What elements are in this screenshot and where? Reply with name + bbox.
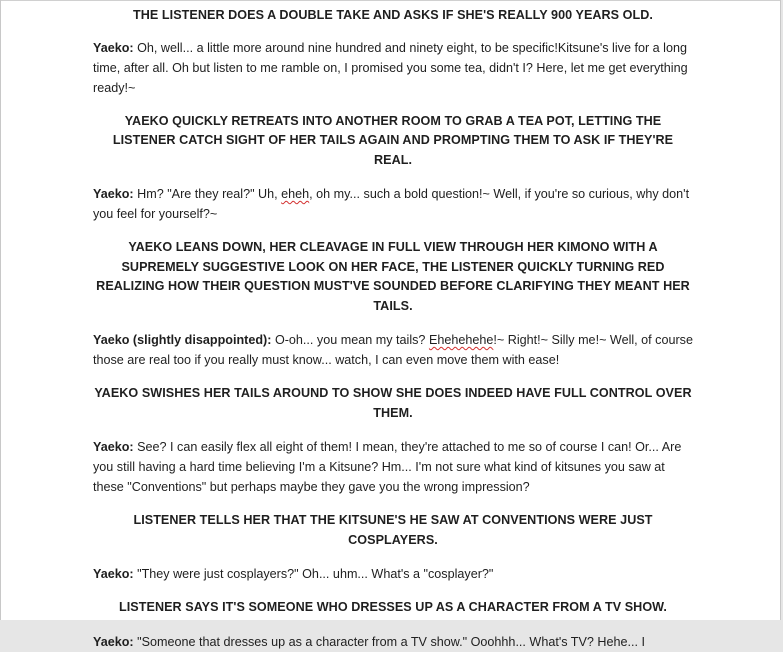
speaker-name: Yaeko: <box>93 40 134 55</box>
paragraph-spacing <box>93 423 693 437</box>
speaker-name: Yaeko (slightly disappointed): <box>93 333 272 347</box>
stage-direction[interactable]: YAEKO QUICKLY RETREATS INTO ANOTHER ROOM TO GRAB A TEA POT, LETTING THE LISTENER CATCH SIGHT OF HER TAILS AGAIN AND PROMPTING THEM TO ASK IF THEY'RE REAL. <box>112 113 674 167</box>
dialog-line[interactable] <box>93 184 693 224</box>
dialog-text: , oh my... such a bold question!~ Well, if you're so curious, why don't you feel for yourself?~ <box>93 187 690 221</box>
dialog-text: O-oh... you mean my tails? <box>274 333 429 347</box>
dialog-text: "Someone that dresses up as a character from a TV show." Ooohhh... What's TV? Hehe... I <box>137 634 645 649</box>
paragraph-spacing <box>93 224 693 238</box>
stage-direction[interactable]: YAEKO LEANS DOWN, HER CLEAVAGE IN FULL VIEW THROUGH HER KIMONO WITH A SUPREMELY SUGGESTIVE LOOK ON HER FACE, THE LISTENER QUICKLY TURNING RED REALIZING HOW THEIR QUESTION MUST'VE SOUNDED BEFORE CLARIFYING THEY MEANT HER TAILS. <box>96 240 690 313</box>
paragraph-spacing <box>93 370 693 384</box>
dialog-text: Hm? "Are they real?" Uh, <box>137 187 282 201</box>
speaker-name: Yaeko: <box>93 440 134 454</box>
dialog-line[interactable] <box>93 632 693 652</box>
speaker-name: Yaeko: <box>93 634 134 649</box>
document-body[interactable] <box>93 6 693 652</box>
stage-direction[interactable]: THE LISTENER DOES A DOUBLE TAKE AND ASKS IF SHE'S REALLY 900 YEARS OLD. <box>133 8 653 22</box>
dialog-text: Oh, well... a little more around nine hundred and ninety eight, to be specific!Kitsune's live for a long time, after all. Oh but listen to me ramble on, I promised you some tea, didn't I? Here, let me get everything ready!~ <box>93 40 688 95</box>
paragraph-spacing <box>93 170 693 184</box>
paragraph-spacing <box>93 497 693 511</box>
dialog-line[interactable] <box>93 564 693 584</box>
paragraph-spacing <box>93 584 693 598</box>
speaker-name: Yaeko: <box>93 187 134 201</box>
dialog-line[interactable] <box>93 437 693 497</box>
paragraph-spacing <box>93 550 693 564</box>
paragraph-spacing <box>93 316 693 330</box>
dialog-line[interactable] <box>93 330 693 370</box>
dialog-text: See? I can easily flex all eight of them! I mean, they're attached to me so of course I can! Or... Are you still having a hard time believing I'm a Kitsune? Hm... I'm not sure what kind of kitsunes you saw at these "Conventions" but perhaps maybe they gave you the wrong impression? <box>93 440 682 494</box>
page-top-edge <box>1 0 780 1</box>
paragraph-spacing <box>93 98 693 112</box>
dialog-text: !~ Right!~ Silly me!~ Well, of course those are real too if you really must know... watch, I can even move them with ease! <box>93 333 693 367</box>
stage-direction[interactable]: LISTENER TELLS HER THAT THE KITSUNE'S HE SAW AT CONVENTIONS WERE JUST COSPLAYERS. <box>133 513 653 547</box>
stage-direction[interactable]: LISTENER SAYS IT'S SOMEONE WHO DRESSES UP AS A CHARACTER FROM A TV SHOW. <box>119 600 667 614</box>
spellcheck-flagged-word[interactable]: eheh <box>281 187 310 201</box>
spellcheck-flagged-word[interactable]: Ehehehehe <box>428 333 494 347</box>
paragraph-spacing <box>93 26 693 38</box>
paragraph-spacing <box>93 618 693 632</box>
dialog-text: "They were just cosplayers?" Oh... uhm... What's a "cosplayer?" <box>137 567 494 581</box>
dialog-line[interactable] <box>93 38 693 98</box>
speaker-name: Yaeko: <box>93 567 134 581</box>
stage-direction[interactable]: YAEKO SWISHES HER TAILS AROUND TO SHOW SHE DOES INDEED HAVE FULL CONTROL OVER THEM. <box>94 386 692 420</box>
